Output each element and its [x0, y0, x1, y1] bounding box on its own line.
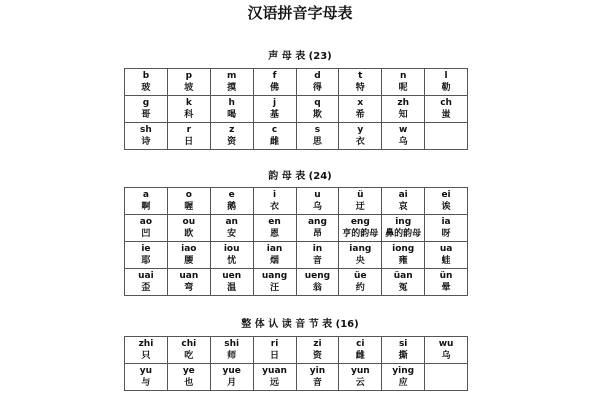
pinyin-letter: ei [441, 190, 451, 200]
table-cell [167, 242, 210, 269]
example-character: 安 [227, 229, 237, 239]
example-character: 思 [312, 137, 322, 147]
table-cell [382, 96, 425, 123]
example-character: 欧 [184, 229, 194, 239]
table-cell [339, 337, 382, 364]
table-cell [167, 215, 210, 242]
pinyin-letter: j [273, 98, 277, 108]
table-cell [253, 269, 296, 296]
finals-table [124, 187, 468, 296]
table-cell [125, 123, 168, 150]
example-character: 师 [227, 351, 237, 361]
table-row [125, 123, 468, 150]
pinyin-letter: c [271, 125, 278, 135]
pinyin-letter: ci [356, 339, 365, 349]
table-cell [125, 96, 168, 123]
pinyin-letter: l [444, 71, 448, 81]
example-character: 乌 [441, 351, 451, 361]
example-character: 玻 [141, 83, 151, 93]
table-cell [296, 96, 339, 123]
example-character: 汪 [270, 283, 280, 293]
table-cell [210, 215, 253, 242]
pinyin-letter: an [225, 217, 238, 227]
table-cell [125, 364, 168, 391]
pinyin-letter: sh [140, 125, 152, 135]
pinyin-letter: ang [307, 217, 327, 227]
table-cell [382, 69, 425, 96]
pinyin-letter: y [357, 125, 364, 135]
pinyin-letter: ing [395, 217, 412, 227]
pinyin-letter: r [186, 125, 192, 135]
example-character: 晕 [441, 283, 451, 293]
table-cell [167, 269, 210, 296]
table-cell [296, 269, 339, 296]
example-character: 冤 [398, 283, 408, 293]
table-cell [425, 269, 468, 296]
table-cell [167, 123, 210, 150]
initials-table [124, 68, 468, 150]
table-row [125, 364, 468, 391]
example-character: 约 [355, 283, 365, 293]
initials-heading: 声 母 表 (23) [268, 51, 332, 62]
example-character: 佛 [270, 83, 280, 93]
table-row [125, 69, 468, 96]
example-character: 基 [270, 110, 280, 120]
table-cell [253, 215, 296, 242]
pinyin-letter: uen [222, 271, 242, 281]
table-cell [167, 69, 210, 96]
pinyin-letter: m [226, 71, 237, 81]
pinyin-letter: shi [224, 339, 240, 349]
pinyin-letter: u [314, 190, 321, 200]
example-character: 与 [141, 378, 151, 388]
table-cell [425, 69, 468, 96]
pinyin-letter: n [399, 71, 407, 81]
pinyin-letter: zh [397, 98, 410, 108]
table-row [125, 96, 468, 123]
pinyin-letter: uan [179, 271, 199, 281]
table-cell [382, 215, 425, 242]
example-character: 腰 [184, 256, 194, 266]
table-cell [167, 96, 210, 123]
table-cell [339, 215, 382, 242]
pinyin-letter: z [229, 125, 235, 135]
pinyin-letter: a [142, 190, 149, 200]
whole-syllables-heading: 整 体 认 读 音 节 表 (16) [241, 319, 359, 330]
example-character: 云 [355, 378, 365, 388]
table-cell [125, 69, 168, 96]
pinyin-letter: üe [354, 271, 367, 281]
pinyin-letter: en [268, 217, 281, 227]
example-character: 哀 [398, 202, 408, 212]
table-cell [296, 123, 339, 150]
table-cell [425, 123, 468, 150]
example-character: 月 [227, 378, 237, 388]
table-cell [125, 269, 168, 296]
table-cell [253, 337, 296, 364]
example-character: 吃 [184, 351, 194, 361]
table-cell [296, 242, 339, 269]
page-title: 汉语拼音字母表 [247, 4, 353, 22]
table-cell [425, 215, 468, 242]
table-cell [339, 123, 382, 150]
pinyin-letter: h [228, 98, 235, 108]
pinyin-letter: iang [349, 244, 372, 254]
table-row [125, 337, 468, 364]
example-character: 衣 [270, 202, 280, 212]
example-character: 欺 [312, 110, 322, 120]
table-cell [296, 188, 339, 215]
table-cell [125, 242, 168, 269]
table-cell [210, 242, 253, 269]
table-row [125, 215, 468, 242]
example-character: 昂 [312, 229, 322, 239]
example-character: 亨的韵母 [342, 229, 379, 239]
pinyin-letter: in [312, 244, 323, 254]
table-cell [382, 337, 425, 364]
table-cell [253, 364, 296, 391]
example-character: 耶 [141, 256, 151, 266]
example-character: 只 [141, 351, 151, 361]
example-character: 撕 [398, 351, 408, 361]
example-character: 远 [270, 378, 280, 388]
table-cell [253, 188, 296, 215]
example-character: 摸 [227, 83, 237, 93]
example-character: 音 [312, 378, 322, 388]
table-cell [425, 242, 468, 269]
example-character: 雌 [355, 351, 365, 361]
table-cell [425, 96, 468, 123]
pinyin-letter: zi [313, 339, 322, 349]
pinyin-letter: ün [439, 271, 453, 281]
table-row [125, 242, 468, 269]
example-character: 鹅 [227, 202, 237, 212]
example-character: 乌 [398, 137, 408, 147]
table-cell [253, 96, 296, 123]
example-character: 弯 [184, 283, 194, 293]
pinyin-letter: si [398, 339, 408, 349]
table-row [125, 269, 468, 296]
example-character: 诶 [441, 202, 451, 212]
table-cell [382, 242, 425, 269]
example-character: 呀 [441, 229, 451, 239]
pinyin-letter: f [272, 71, 277, 81]
pinyin-letter: uai [138, 271, 154, 281]
example-character: 日 [184, 137, 194, 147]
table-cell [425, 364, 468, 391]
example-character: 凹 [141, 229, 151, 239]
example-character: 雌 [270, 137, 280, 147]
table-cell [382, 188, 425, 215]
table-cell [210, 364, 253, 391]
example-character: 日 [270, 351, 280, 361]
table-cell [339, 188, 382, 215]
example-character: 音 [312, 256, 322, 266]
pinyin-letter: b [142, 71, 150, 81]
table-cell [167, 188, 210, 215]
example-character: 温 [227, 283, 237, 293]
pinyin-letter: x [357, 98, 364, 108]
pinyin-letter: ai [398, 190, 408, 200]
table-cell [167, 364, 210, 391]
pinyin-letter: ia [441, 217, 451, 227]
pinyin-letter: iao [181, 244, 197, 254]
pinyin-letter: w [399, 125, 408, 135]
pinyin-letter: e [228, 190, 235, 200]
example-character: 希 [355, 110, 365, 120]
pinyin-letter: ao [139, 217, 153, 227]
table-cell [296, 215, 339, 242]
table-cell [339, 69, 382, 96]
pinyin-letter: yu [139, 366, 153, 376]
table-cell [339, 364, 382, 391]
example-character: 鼻的韵母 [385, 229, 422, 239]
pinyin-letter: ri [270, 339, 279, 349]
pinyin-letter: q [314, 98, 321, 108]
pinyin-letter: eng [350, 217, 370, 227]
example-character: 科 [184, 110, 194, 120]
pinyin-letter: k [185, 98, 192, 108]
example-character: 应 [398, 378, 408, 388]
example-character: 衣 [355, 137, 365, 147]
pinyin-letter: g [142, 98, 150, 108]
table-cell [382, 123, 425, 150]
pinyin-letter: s [314, 125, 321, 135]
example-character: 歪 [141, 283, 151, 293]
pinyin-letter: zhi [138, 339, 154, 349]
pinyin-letter: ua [439, 244, 453, 254]
example-character: 乌 [312, 202, 322, 212]
pinyin-letter: yin [309, 366, 326, 376]
pinyin-letter: iou [223, 244, 240, 254]
pinyin-letter: ie [141, 244, 151, 254]
pinyin-letter: üan [393, 271, 413, 281]
table-cell [425, 188, 468, 215]
finals-heading: 韵 母 表 (24) [268, 171, 332, 182]
example-character: 喔 [184, 202, 194, 212]
table-cell [125, 215, 168, 242]
table-cell [210, 96, 253, 123]
table-cell [296, 69, 339, 96]
table-cell [425, 337, 468, 364]
example-character: 翁 [312, 283, 322, 293]
pinyin-letter: ian [266, 244, 283, 254]
example-character: 喝 [227, 110, 237, 120]
table-cell [210, 269, 253, 296]
pinyin-letter: yuan [262, 366, 287, 376]
table-cell [339, 269, 382, 296]
example-character: 央 [355, 256, 365, 266]
table-cell [296, 364, 339, 391]
pinyin-letter: ch [440, 98, 452, 108]
example-character: 蛙 [441, 256, 451, 266]
pinyin-letter: yun [350, 366, 370, 376]
example-character: 资 [312, 351, 322, 361]
pinyin-letter: uang [261, 271, 288, 281]
table-cell [210, 69, 253, 96]
pinyin-letter: ou [182, 217, 196, 227]
table-cell [125, 337, 168, 364]
table-cell [382, 269, 425, 296]
pinyin-letter: ye [182, 366, 195, 376]
example-character: 知 [398, 110, 408, 120]
example-character: 迂 [355, 202, 365, 212]
pinyin-letter: chi [181, 339, 197, 349]
table-cell [253, 242, 296, 269]
table-cell [253, 123, 296, 150]
example-character: 资 [227, 137, 237, 147]
example-character: 忧 [227, 256, 237, 266]
pinyin-letter: t [358, 71, 363, 81]
whole-syllables-table [124, 336, 468, 391]
example-character: 雍 [398, 256, 408, 266]
example-character: 蚩 [441, 110, 451, 120]
example-character: 特 [355, 83, 365, 93]
pinyin-letter: ying [392, 366, 415, 376]
table-cell [296, 337, 339, 364]
pinyin-letter: wu [438, 339, 454, 349]
pinyin-letter: o [185, 190, 192, 200]
table-cell [210, 337, 253, 364]
table-row [125, 188, 468, 215]
table-cell [339, 96, 382, 123]
table-cell [167, 337, 210, 364]
example-character: 烟 [270, 256, 280, 266]
pinyin-letter: d [314, 71, 321, 81]
table-cell [339, 242, 382, 269]
pinyin-letter: ü [357, 190, 364, 200]
table-cell [210, 188, 253, 215]
table-cell [382, 364, 425, 391]
example-character: 哥 [141, 110, 151, 120]
example-character: 也 [184, 378, 194, 388]
pinyin-letter: p [185, 71, 193, 81]
table-cell [210, 123, 253, 150]
pinyin-letter: iong [392, 244, 415, 254]
table-cell [125, 188, 168, 215]
example-character: 呢 [398, 83, 408, 93]
pinyin-letter: yue [222, 366, 241, 376]
example-character: 得 [312, 83, 322, 93]
example-character: 坡 [184, 83, 194, 93]
example-character: 啊 [141, 202, 151, 212]
pinyin-letter: i [273, 190, 277, 200]
pinyin-letter: ueng [304, 271, 331, 281]
example-character: 恩 [270, 229, 280, 239]
table-cell [253, 69, 296, 96]
example-character: 诗 [141, 137, 151, 147]
example-character: 勒 [441, 83, 451, 93]
